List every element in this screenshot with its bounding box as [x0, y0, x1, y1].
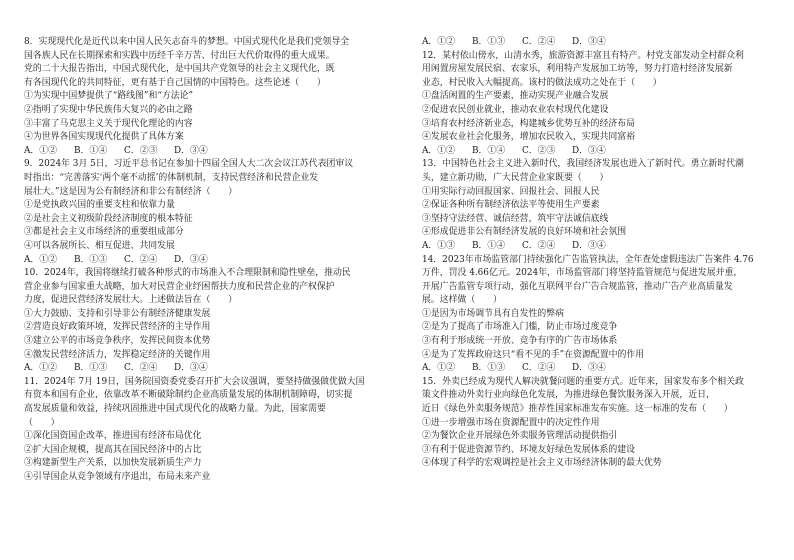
question-line: ④是为了发挥政府这只“看不见的手”在资源配置中的作用: [422, 349, 645, 360]
question-line: ④为世界各国实现现代化提供了具体方案: [24, 132, 184, 143]
question-line: ③丰富了马克思主义关于现代化理论的内容: [24, 118, 193, 129]
answer-option[interactable]: C．②③: [124, 145, 158, 156]
question-line: ④形成促进非公有制经济发展的良好环境和社会氛围: [422, 227, 627, 238]
right-column: [422, 36, 778, 471]
question-stem: 11．2024年 7月 19日，国务院国资委党委召开扩大会议强调，要坚持做强做优做大国: [24, 376, 365, 387]
question-line: 时指出：“完善落实‘两个毫不动摇’的体制机制，支持民营经济和民营企业发: [24, 172, 319, 183]
question-line: 高发展质量和效益，持续巩固推进中国式现代化的战略力量。为此，国家需要: [24, 404, 326, 415]
question-line: ③都是社会主义市场经济的重要组成部分: [24, 227, 184, 238]
question-q13: [422, 158, 778, 253]
answer-option[interactable]: D．③④: [572, 37, 606, 47]
answer-options: [422, 145, 778, 159]
answer-option[interactable]: A．①②: [422, 37, 456, 47]
answer-option[interactable]: D．③④: [572, 145, 606, 156]
question-line: ①是党执政兴国的重要支柱和依靠力量: [24, 200, 175, 211]
question-stem: 10．2024年，我国将继续打破各种形式的市场准入不合理限制和隐性壁垒，推动民: [24, 268, 351, 279]
question-line: ②是社会主义初级阶段经济制度的根本特征: [24, 213, 193, 224]
question-q10: [24, 267, 380, 376]
question-line: ③培育农村经济新业态，构建城乡优势互补的经济布局: [422, 118, 635, 129]
question-line: 国各族人民在长期探索和实践中历经千辛万苦、付出巨大代价取得的重大成果。: [24, 50, 335, 61]
answer-option[interactable]: D．③④: [572, 363, 606, 374]
answer-option[interactable]: B．①③: [74, 363, 108, 374]
question-stem: 8．实现现代化是近代以来中国人民矢志奋斗的梦想。中国式现代化是我们党领导全: [24, 37, 350, 47]
question-line: ④引导国企从竞争领域有序退出，布局未来产业: [24, 472, 211, 482]
answer-option[interactable]: C．②④: [124, 254, 158, 265]
question-stem: 14．2023年市场监管部门持续强化广告监管执法，全年查处虚假违法广告案件 4.76: [422, 254, 754, 265]
answer-option[interactable]: C．②④: [522, 240, 556, 251]
answer-option[interactable]: C．②④: [124, 363, 158, 374]
question-line: ④体现了科学的宏观调控是社会主义市场经济体制的最大优势: [422, 458, 662, 469]
question-line: ①盘活闲置的生产要素，推动实现产业融合发展: [422, 91, 609, 102]
answer-option[interactable]: A．①②: [24, 145, 58, 156]
question-stem: 12．某村依山傍水，山清水秀，旅游资源丰富且有特产。村党支部发动全村群众利: [422, 50, 744, 61]
question-stem: 13．中国特色社会主义进入新时代，我国经济发展也进入了新时代。勇立新时代潮: [422, 159, 744, 170]
answer-option[interactable]: D．③④: [174, 145, 208, 156]
question-stem: 15．外卖已经成为现代人解决就餐问题的重要方式。近年来，国家发布多个相关政: [422, 376, 744, 387]
question-q15: [422, 376, 778, 471]
answer-options: [24, 362, 380, 376]
question-line: ②扩大国企规模，提高其在国民经济中的占比: [24, 444, 202, 455]
question-line: 开展广告监管专项行动，强化互联网平台广告合规监管，推动广告产业高质量发: [422, 281, 733, 292]
question-line: ②促进农民创业就业，推动农业农村现代化建设: [422, 104, 609, 115]
answer-option[interactable]: A．①②: [422, 363, 456, 374]
question-line: 展。这样做（ ）: [422, 295, 502, 306]
question-q8: [24, 36, 380, 158]
answer-option[interactable]: A．①③: [422, 240, 456, 251]
question-line: ④激发民营经济活力，发挥稳定经济的关键作用: [24, 349, 211, 360]
question-line: 用闲置房屋发展民宿、农家乐，利用特产发展加工坊等，努力打造村经济发展新: [422, 64, 733, 75]
question-line: ③坚持守法经营、诚信经营，筑牢守法诚信底线: [422, 213, 609, 224]
question-line: 营企业参与国家重大战略，加大对民营企业纾困帮扶力度和民营企业的产权保护: [24, 281, 335, 292]
left-column: [24, 36, 380, 485]
question-q14: [422, 254, 778, 376]
answer-option[interactable]: B．①④: [74, 145, 108, 156]
answer-option[interactable]: D．③④: [174, 254, 208, 265]
question-line: ①用实际行动回报国家、回报社会、回报人民: [422, 186, 600, 197]
answer-options: [422, 362, 778, 376]
question-line: 万件，罚没 4.66亿元。2024年，市场监管部门将坚持监管规范与促进发展并重，: [422, 268, 743, 279]
answer-option[interactable]: D．③④: [174, 363, 208, 374]
question-line: ④可以各展所长、相互促进、共同发展: [24, 240, 175, 251]
question-q12: [422, 50, 778, 159]
question-line: 展壮大。”这是因为公有制经济和非公有制经济（ ）: [24, 186, 238, 197]
answer-option[interactable]: D．③④: [572, 240, 606, 251]
question-line: ②保证各种所有制经济依法平等使用生产要素: [422, 200, 600, 211]
question-line: 有各国现代化的共同特征，更有基于自己国情的中国特色。这些论述（ ）: [24, 77, 326, 88]
question-line: 近日《绿色外卖服务规范》推荐性国家标准发布实施。这一标准的发布（ ）: [422, 404, 733, 415]
answer-option[interactable]: B．①③: [472, 37, 506, 47]
question-q9: [24, 158, 380, 267]
question-line: ①是因为市场调节具有自发性的弊病: [422, 308, 564, 319]
question-line: 策文件推动外卖行业向绿色化发展，为推进绿色餐饮服务深入开展，近日，: [422, 390, 715, 401]
question-line: ①大力鼓励、支持和引导非公有制经济健康发展: [24, 308, 211, 319]
answer-option[interactable]: C．②④: [522, 37, 556, 47]
question-line: ③构建新型生产关系，以加快发展新质生产力: [24, 458, 202, 469]
answer-options: [422, 240, 778, 254]
question-line: ④发展农业社会化服务，增加农民收入，实现共同富裕: [422, 132, 635, 143]
question-line: 头，建立新功勋，广大民营企业家既要（ ）: [422, 172, 609, 183]
question-stem: 9．2024年 3月 5日，习近平总书记在参加十四届全国人大二次会议江苏代表团审议: [24, 159, 354, 170]
question-line: ③建立公平的市场竞争秩序，发挥民间资本优势: [24, 336, 211, 347]
answer-option[interactable]: B．①④: [472, 145, 506, 156]
question-line: 有资本和国有企业，依靠改革不断破除制约企业高质量发展的体制机制障碍，切实提: [24, 390, 353, 401]
answer-option[interactable]: C．②③: [522, 145, 556, 156]
question-q11o: [422, 36, 778, 50]
question-line: 党的二十大报告指出，中国式现代化，是中国共产党领导的社会主义现代化，既: [24, 64, 335, 75]
answer-option[interactable]: A．①②: [24, 254, 58, 265]
question-line: ③有利于形成统一开放、竞争有序的广告市场体系: [422, 336, 618, 347]
question-line: ②是为了提高了市场准入门槛，防止市场过度竞争: [422, 322, 618, 333]
answer-options: [422, 36, 778, 50]
answer-option[interactable]: B．①③: [472, 363, 506, 374]
answer-option[interactable]: B．①④: [472, 240, 506, 251]
question-line: ①为实现中国梦提供了“路线图”和“方法论”: [24, 91, 194, 102]
answer-options: [24, 254, 380, 268]
question-line: 业态，村民收入大幅提高。该村的做法成功之处在于（ ）: [422, 77, 662, 88]
question-line: （ ）: [24, 417, 60, 428]
answer-option[interactable]: A．①②: [24, 363, 58, 374]
question-line: ②为餐饮企业开展绿色外卖服务管理活动提供指引: [422, 431, 618, 442]
answer-options: [24, 145, 380, 159]
question-line: ①深化国资国企改革，推进国有经济布局优化: [24, 431, 202, 442]
answer-option[interactable]: C．②④: [522, 363, 556, 374]
answer-option[interactable]: B．①③: [74, 254, 108, 265]
question-line: ②指明了实现中华民族伟大复兴的必由之路: [24, 104, 193, 115]
question-q11: [24, 376, 380, 485]
question-line: 力度，促进民营经济发展壮大。上述做法旨在（ ）: [24, 295, 237, 306]
answer-option[interactable]: A．①②: [422, 145, 456, 156]
question-line: ③有利于促进资源节约、环境友好绿色发展体系的建设: [422, 444, 635, 455]
question-line: ①进一步增强市场在资源配置中的决定性作用: [422, 417, 600, 428]
question-line: ②营造良好政策环境，发挥民营经济的主导作用: [24, 322, 211, 333]
